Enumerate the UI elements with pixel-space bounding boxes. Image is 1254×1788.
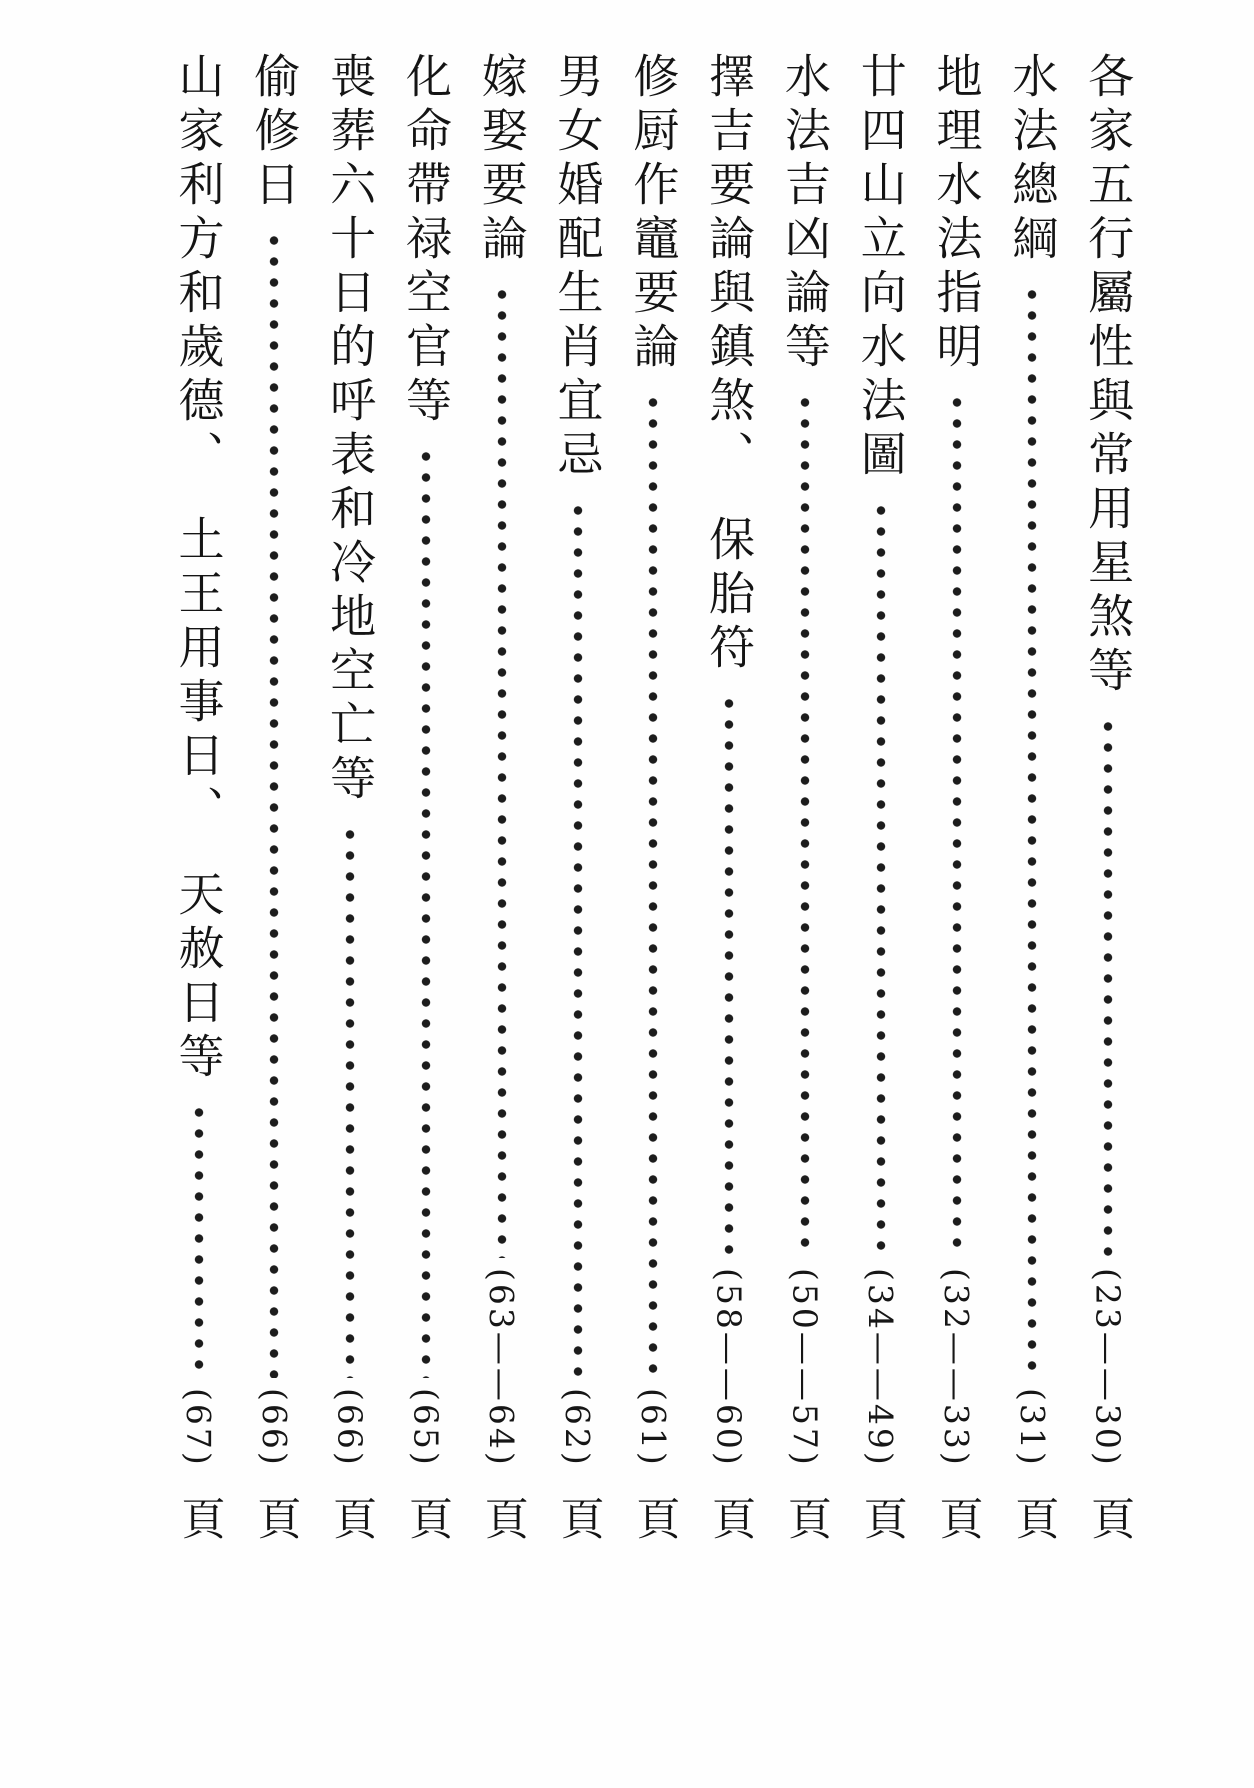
- page-range: (31): [1012, 1388, 1052, 1468]
- toc-entry-title: 男女婚配生肖宜忌: [550, 52, 605, 484]
- toc-entry-13: [161, 52, 237, 1540]
- toc-entry-title: 喪葬六十日的呼表和冷地空亡等: [323, 52, 378, 808]
- page-suffix: 頁: [779, 1496, 831, 1540]
- dot-leader: [875, 500, 887, 1258]
- toc-entry-title: 各家五行屬性與常用星煞等: [1081, 52, 1136, 700]
- page-range: (66): [330, 1388, 370, 1468]
- toc-entry-title: 化命帶禄空官等: [398, 52, 453, 430]
- toc-entry-title: 山家利方和歲德、 土王用事日、 天赦日等: [171, 52, 226, 1086]
- page-range: (61): [633, 1388, 673, 1468]
- dot-leader: [799, 392, 811, 1258]
- toc-entry-title: 修厨作竈要論: [626, 52, 681, 376]
- page-suffix: 頁: [1007, 1496, 1059, 1540]
- dot-leader: [723, 693, 735, 1258]
- toc-entry-7: [615, 52, 691, 1540]
- dot-leader: [1102, 716, 1114, 1258]
- page-suffix: 頁: [400, 1496, 452, 1540]
- page-suffix: 頁: [173, 1496, 225, 1540]
- page-range: (63——64): [482, 1268, 522, 1468]
- page-suffix: 頁: [704, 1496, 756, 1540]
- dot-leader: [496, 284, 508, 1258]
- dot-leader: [344, 824, 356, 1378]
- toc-entry-title: 嫁娶要論: [474, 52, 529, 268]
- page-range: (34——49): [861, 1268, 901, 1468]
- toc-entry-3: [919, 52, 995, 1540]
- toc-entry-title: 水法吉凶論等: [777, 52, 832, 376]
- toc-entry-5: [767, 52, 843, 1540]
- toc-entry-10: [388, 52, 464, 1540]
- dot-leader: [572, 500, 584, 1378]
- page-suffix: 頁: [552, 1496, 604, 1540]
- dot-leader: [647, 392, 659, 1378]
- toc-entry-title: 水法總綱: [1005, 52, 1060, 268]
- toc-entry-4: [843, 52, 919, 1540]
- dot-leader: [193, 1102, 205, 1378]
- toc-entry-title: 偷修日: [247, 52, 302, 214]
- page-range: (32——33): [937, 1268, 977, 1468]
- page-suffix: 頁: [1083, 1496, 1135, 1540]
- dot-leader: [420, 446, 432, 1378]
- page-range: (50——57): [785, 1268, 825, 1468]
- page-range: (58——60): [709, 1268, 749, 1468]
- dot-leader: [951, 392, 963, 1258]
- table-of-contents: [160, 52, 1146, 1540]
- toc-entry-12: [236, 52, 312, 1540]
- toc-entry-8: [540, 52, 616, 1540]
- page-suffix: 頁: [628, 1496, 680, 1540]
- toc-entry-title: 地理水法指明: [929, 52, 984, 376]
- toc-entry-2: [994, 52, 1070, 1540]
- toc-entry-1: [1070, 52, 1146, 1540]
- dot-leader: [1026, 284, 1038, 1378]
- page-suffix: 頁: [931, 1496, 983, 1540]
- page-range: (67): [179, 1388, 219, 1468]
- toc-entry-9: [464, 52, 540, 1540]
- toc-entry-title: 廿四山立向水法圖: [853, 52, 908, 484]
- dot-leader: [268, 230, 280, 1378]
- page-range: (62): [558, 1388, 598, 1468]
- page-suffix: 頁: [476, 1496, 528, 1540]
- page-suffix: 頁: [855, 1496, 907, 1540]
- page-range: (65): [406, 1388, 446, 1468]
- toc-entry-title: 擇吉要論與鎮煞、 保胎符: [702, 52, 757, 677]
- page-suffix: 頁: [249, 1496, 301, 1540]
- page-suffix: 頁: [325, 1496, 377, 1540]
- page-range: (23——30): [1088, 1268, 1128, 1468]
- toc-entry-6: [691, 52, 767, 1540]
- toc-entry-11: [312, 52, 388, 1540]
- page-range: (66): [254, 1388, 294, 1468]
